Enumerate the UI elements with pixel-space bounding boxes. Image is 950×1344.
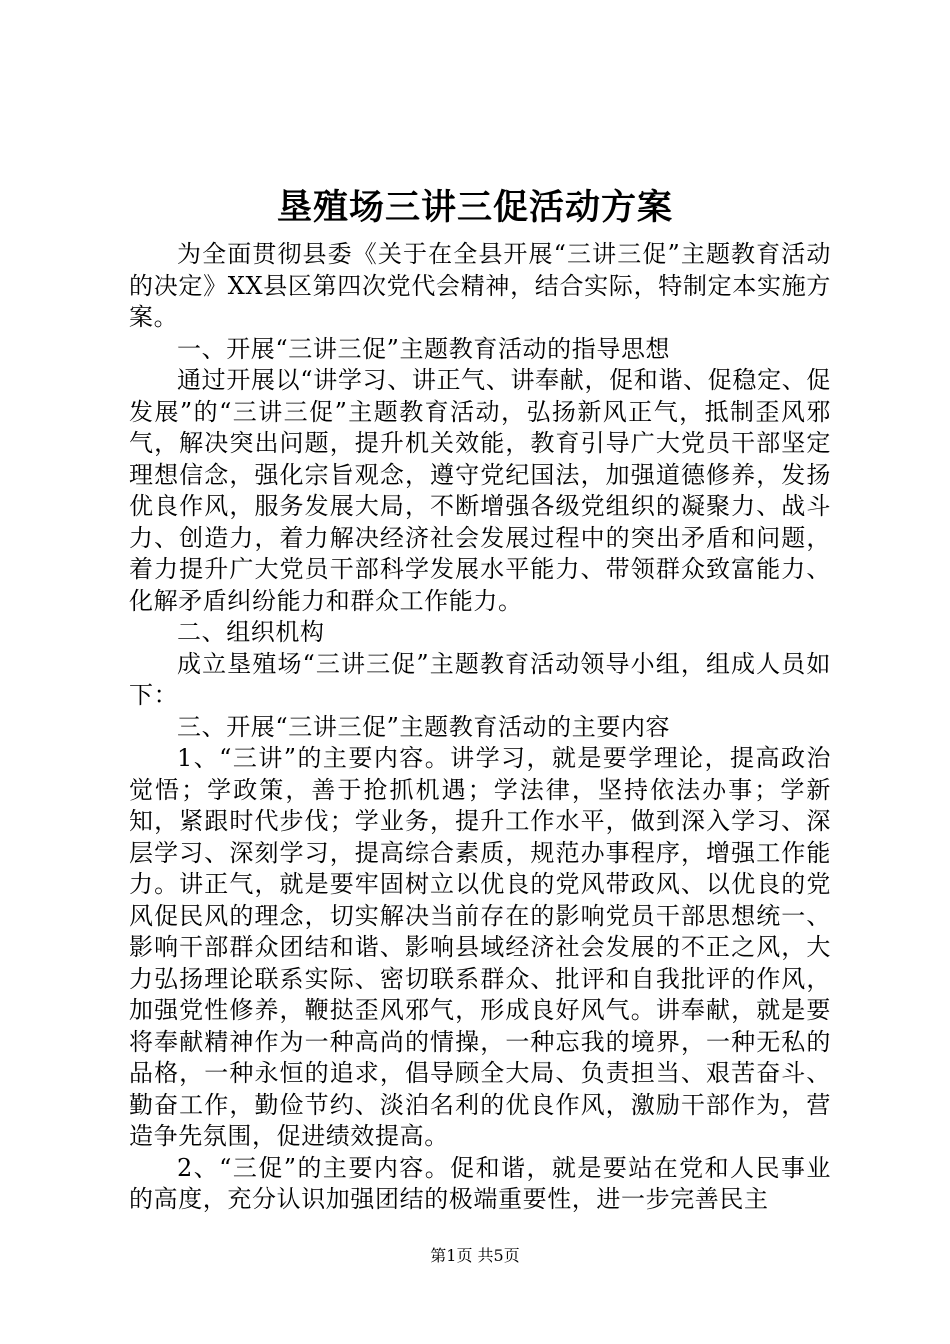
document-title: 垦殖场三讲三促活动方案 <box>276 187 673 228</box>
document-body <box>129 239 831 1216</box>
page-number-footer: 第1页 共5页 <box>430 1246 520 1265</box>
organization-paragraph: 成立垦殖场“三讲三促”主题教育活动领导小组，组成人员如下： <box>129 649 831 709</box>
three-promotions-paragraph: 2、“三促”的主要内容。促和谐，就是要站在党和人民事业的高度，充分认识加强团结的极端重要性，进一步完善民主 <box>129 1153 831 1213</box>
guiding-ideology-paragraph: 通过开展以“讲学习、讲正气、讲奉献，促和谐、促稳定、促发展”的“三讲三促”主题教育活动，弘扬新风正气，抵制歪风邪气，解决突出问题，提升机关效能，教育引导广大党员干部坚定理想信念，强化宗旨观念，遵守党纪国法，加强道德修养，发扬优良作风，服务发展大局，不断增强各级党组织的凝聚力、战斗力、创造力，着力解决经济社会发展过程中的突出矛盾和问题，着力提升广大党员干部科学发展水平能力、带领群众致富能力、化解矛盾纠纷能力和群众工作能力。 <box>129 366 831 615</box>
three-lectures-paragraph: 1、“三讲”的主要内容。讲学习，就是要学理论，提高政治觉悟；学政策，善于抢抓机遇；学法律，坚持依法办事；学新知，紧跟时代步伐；学业务，提升工作水平，做到深入学习、深层学习、深刻学习，提高综合素质，规范办事程序，增强工作能力。讲正气，就是要牢固树立以优良的党风带政风、以优良的党风促民风的理念，切实解决当前存在的影响党员干部思想统一、影响干部群众团结和谐、影响县域经济社会发展的不正之风，大力弘扬理论联系实际、密切联系群众、批评和自我批评的作风，加强党性修养，鞭挞歪风邪气，形成良好风气。讲奉献，就是要将奉献精神作为一种高尚的情操，一种忘我的境界，一种无私的品格，一种永恒的追求，倡导顾全大局、负责担当、艰苦奋斗、勤奋工作，勤俭节约、淡泊名利的优良作风，激励干部作为，营造争先氛围，促进绩效提高。 <box>129 744 831 1150</box>
section-heading-main-content: 三、开展“三讲三促”主题教育活动的主要内容 <box>177 712 671 741</box>
section-heading-guiding-ideology: 一、开展“三讲三促”主题教育活动的指导思想 <box>177 334 671 363</box>
section-heading-organization: 二、组织机构 <box>177 618 325 646</box>
intro-paragraph: 为全面贯彻县委《关于在全县开展“三讲三促”主题教育活动的决定》XX县区第四次党代会精神，结合实际，特制定本实施方案。 <box>129 240 831 331</box>
